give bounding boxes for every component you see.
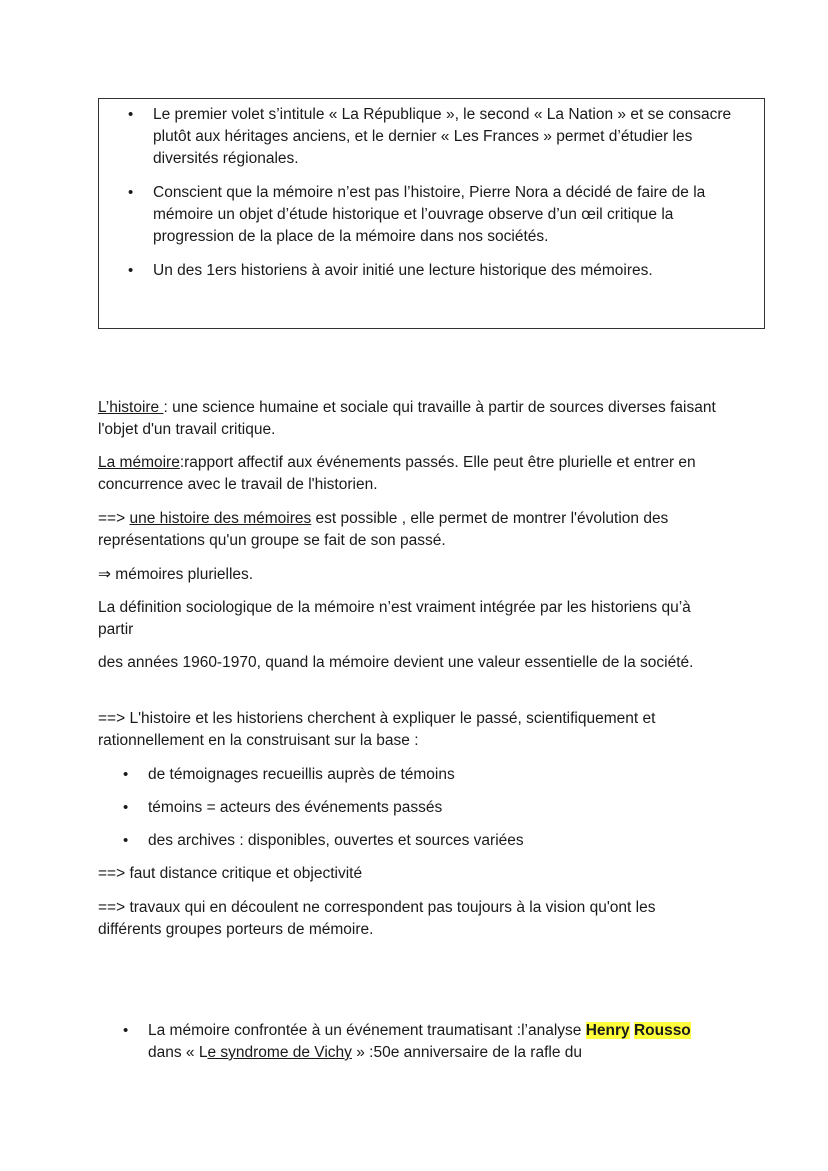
rousso-text-a: La mémoire confrontée à un événement traumatisant :l’analyse bbox=[148, 1022, 586, 1039]
arrow-prefix: ==> bbox=[98, 510, 130, 527]
definition-paragraph-a: La définition sociologique de la mémoire n’est vraiment intégrée par les historiens qu’à partir bbox=[98, 599, 691, 638]
histoire-memoires-paragraph bbox=[98, 508, 738, 552]
box-item-1: • Le premier volet s’intitule « La République », le second « La Nation » et se consacre plutôt aux héritages anciens, et le dernier « Les Frances » permet d’étudier les diversités régionales. bbox=[153, 104, 753, 170]
memoire-term: La mémoire bbox=[98, 454, 180, 471]
rousso-highlight-rousso: Rousso bbox=[633, 1022, 691, 1039]
rousso-text-b: dans « L bbox=[148, 1044, 208, 1061]
plurielles-line: ⇒ mémoires plurielles. bbox=[98, 566, 254, 583]
histoire-definition bbox=[98, 397, 738, 441]
memoire-definition bbox=[98, 452, 738, 496]
summary-box bbox=[98, 98, 765, 329]
sources-item-2: • témoins = acteurs des événements passés bbox=[148, 797, 748, 819]
distance-line: ==> faut distance critique et objectivité bbox=[98, 865, 363, 882]
definition-paragraph-b: des années 1960-1970, quand la mémoire devient une valeur essentielle de la société. bbox=[98, 654, 694, 671]
histoire-memoires-term: une histoire des mémoires bbox=[129, 510, 312, 527]
sources-item-1: • de témoignages recueillis auprès de témoins bbox=[148, 764, 748, 786]
box-item-2: • Conscient que la mémoire n’est pas l’histoire, Pierre Nora a décidé de faire de la mémoire un objet d’étude historique et l’ouvrage observe d’un œil critique la progression de la place de la mémoire dans nos sociétés. bbox=[153, 182, 753, 248]
sources-item-3: • des archives : disponibles, ouvertes et sources variées bbox=[148, 830, 748, 852]
histoire-memoires-text: est possible , elle permet de montrer l'évolution des représentations qu'un groupe se fait de son passé. bbox=[98, 510, 669, 549]
expliquer-paragraph: ==> L'histoire et les historiens cherchent à expliquer le passé, scientifiquement et rationnellement en la construisant sur la base : bbox=[98, 710, 656, 749]
travaux-paragraph: ==> travaux qui en découlent ne correspondent pas toujours à la vision qu'ont les différents groupes porteurs de mémoire. bbox=[98, 899, 656, 938]
rousso-book-title: e syndrome de Vichy bbox=[207, 1044, 352, 1061]
memoire-text: :rapport affectif aux événements passés. Elle peut être plurielle et entrer en concurrence avec le travail de l'historien. bbox=[98, 454, 696, 493]
histoire-term: L’histoire bbox=[98, 399, 164, 416]
rousso-item bbox=[148, 1020, 708, 1064]
histoire-text: : une science humaine et sociale qui travaille à partir de sources diverses faisant l'objet d'un travail critique. bbox=[98, 399, 716, 438]
box-item-3: • Un des 1ers historiens à avoir initié une lecture historique des mémoires. bbox=[153, 260, 753, 282]
rousso-highlight-henry: Henry bbox=[585, 1022, 630, 1039]
rousso-text-c: » :50e anniversaire de la rafle du bbox=[351, 1044, 583, 1061]
